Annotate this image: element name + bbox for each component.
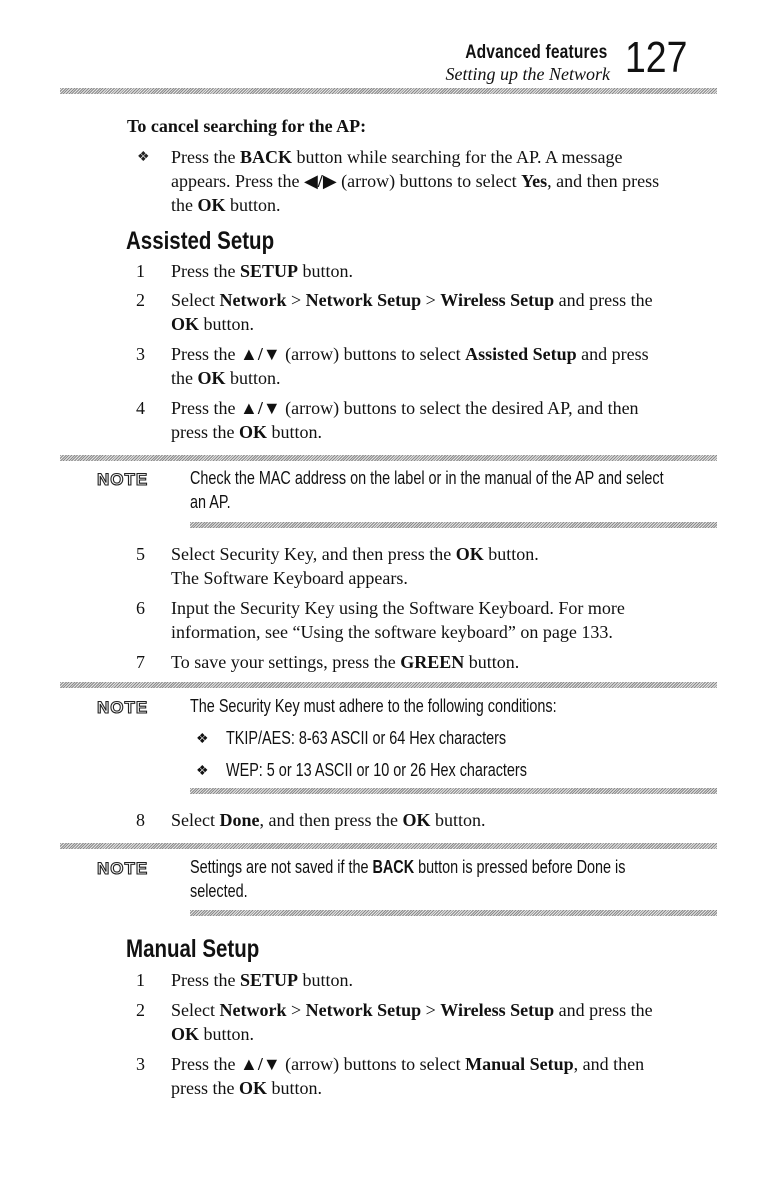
note-rule-top — [60, 682, 717, 688]
step-line: press the OK button. — [171, 1078, 323, 1098]
cancel-bullet-text — [171, 145, 716, 217]
step-number: 1 — [136, 970, 145, 990]
step-4-text — [171, 396, 716, 444]
step-number: 1 — [136, 261, 145, 281]
note-2-bullet-2: WEP: 5 or 13 ASCII or 10 or 26 Hex characters — [226, 760, 527, 780]
note-3-line-1: Settings are not saved if the BACK button is pressed before Done is — [190, 857, 626, 877]
step-number: 2 — [136, 1000, 145, 1020]
step-line: The Software Keyboard appears. — [171, 568, 408, 588]
running-header-section: Advanced features — [464, 42, 607, 63]
step-line: Select Security Key, and then press the OK button. — [171, 544, 539, 564]
step-1-text — [171, 968, 716, 992]
step-8-text: Select Done, and then press the OK button. — [171, 810, 486, 830]
bullet-diamond-icon: ❖ — [196, 732, 209, 747]
note-2-bullet-1: TKIP/AES: 8-63 ASCII or 64 Hex characters — [226, 728, 507, 748]
step-number: 7 — [136, 652, 145, 672]
note-label: NOTE — [97, 698, 149, 717]
note-rule-bottom — [190, 910, 717, 916]
step-number: 3 — [136, 1054, 145, 1074]
bullet-diamond-icon: ❖ — [137, 150, 150, 165]
header-rule — [60, 88, 717, 94]
step-6-text — [171, 596, 716, 644]
note-1-line-2: an AP. — [190, 492, 231, 512]
step-5-text — [171, 542, 716, 590]
page-number: 127 — [625, 33, 688, 82]
step-number: 3 — [136, 344, 145, 364]
bullet-diamond-icon: ❖ — [196, 764, 209, 779]
step-2-text — [171, 288, 716, 336]
step-number: 4 — [136, 398, 145, 418]
cancel-heading: To cancel searching for the AP: — [127, 116, 367, 136]
step-line: Press the SETUP button. — [171, 970, 354, 990]
note-rule-top — [60, 843, 717, 849]
step-line: Select Network > Network Setup > Wireless Setup and press the — [171, 290, 653, 310]
step-line: Press the ▲/▼ (arrow) buttons to select the desired AP, and then — [171, 398, 639, 418]
step-7-text — [171, 650, 716, 674]
step-line: OK button. — [171, 314, 255, 334]
step-line: OK button. — [171, 1024, 255, 1044]
cancel-line-2: appears. Press the ◀/▶ (arrow) buttons to select Yes, and then press — [171, 171, 660, 191]
step-1-text — [171, 259, 716, 283]
step-number: 5 — [136, 544, 145, 564]
step-line: To save your settings, press the GREEN button. — [171, 652, 520, 672]
note-label: NOTE — [97, 859, 149, 878]
step-line: information, see “Using the software keyboard” on page 133. — [171, 622, 613, 642]
step-line: Select Network > Network Setup > Wireless Setup and press the — [171, 1000, 653, 1020]
step-number: 2 — [136, 290, 145, 310]
step-line: Press the ▲/▼ (arrow) buttons to select Assisted Setup and press — [171, 344, 649, 364]
note-label: NOTE — [97, 470, 149, 489]
step-line: press the OK button. — [171, 422, 323, 442]
step-number: 8 — [136, 810, 145, 830]
step-number: 6 — [136, 598, 145, 618]
manual-setup-heading: Manual Setup — [126, 935, 260, 963]
step-line: the OK button. — [171, 368, 281, 388]
note-rule-bottom — [190, 788, 717, 794]
assisted-setup-heading: Assisted Setup — [126, 227, 275, 255]
cancel-line-3: the OK button. — [171, 195, 281, 215]
step-2-text — [171, 998, 716, 1046]
note-rule-bottom — [190, 522, 717, 528]
step-line: Input the Security Key using the Software Keyboard. For more — [171, 598, 625, 618]
note-3-line-2: selected. — [190, 881, 248, 901]
step-line: Press the SETUP button. — [171, 261, 354, 281]
running-header-subsection: Setting up the Network — [445, 64, 610, 84]
cancel-line-1: Press the BACK button while searching for the AP. A message — [171, 147, 623, 167]
note-2-intro: The Security Key must adhere to the following conditions: — [190, 696, 557, 716]
step-line: Press the ▲/▼ (arrow) buttons to select Manual Setup, and then — [171, 1054, 645, 1074]
step-3-text — [171, 1052, 716, 1100]
note-rule-top — [60, 455, 717, 461]
note-1-line-1: Check the MAC address on the label or in the manual of the AP and select — [190, 468, 664, 488]
step-3-text — [171, 342, 716, 390]
